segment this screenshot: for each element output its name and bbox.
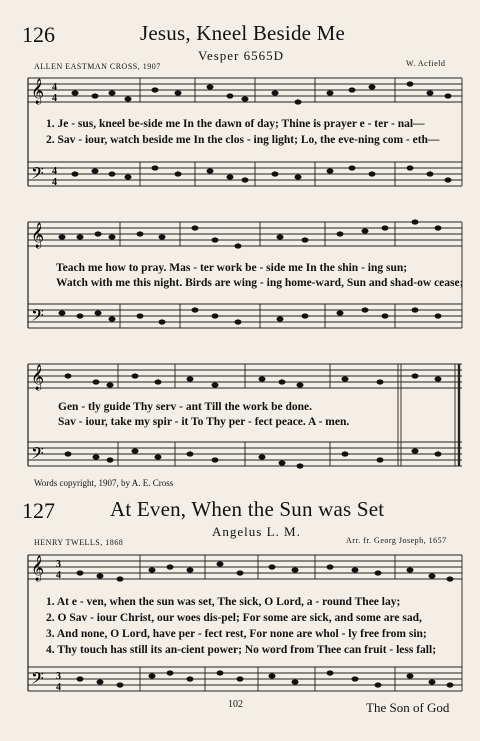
svg-text:3: 3 [56,671,61,682]
hymn-title: At Even, When the Sun was Set [110,497,385,521]
lyric-line: 2. Sav - iour, watch beside me In the clos - ing light; Lo, the eve-ning com - eth— [46,134,440,146]
svg-text:4: 4 [56,570,61,581]
copyright-note: Words copyright, 1907, by A. E. Cross [34,478,174,488]
lyric-line: 2. O Sav - iour Christ, our woes dis-pel; For some are sick, and some are sad, [46,612,422,624]
music-system-4 [0,555,480,695]
svg-text:4: 4 [52,93,57,104]
svg-text:3: 3 [56,559,61,570]
tune-name: Vesper 6565D [198,48,285,63]
svg-text:𝄞: 𝄞 [31,79,45,104]
svg-text:𝄢: 𝄢 [31,305,44,329]
lyric-line: 3. And none, O Lord, have per - fect rest, For none are whol - ly free from sin; [46,628,427,640]
lyric-line: 1. Je - sus, kneel be-side me In the dawn of day; Thine is prayer e - ter - nal— [46,118,425,130]
svg-text:𝄞: 𝄞 [31,223,45,248]
hymn-number: 126 [22,22,55,47]
svg-text:𝄢: 𝄢 [31,668,44,692]
svg-text:4: 4 [56,682,61,693]
lyric-line: Teach me how to pray. Mas - ter work be - side me In the shin - ing sun; [56,262,408,274]
hymn-number: 127 [22,498,55,523]
svg-text:4: 4 [52,166,57,177]
lyric-line: 1. At e - ven, when the sun was set, The sick, O Lord, a - round Thee lay; [46,596,401,608]
author-credit: HENRY TWELLS, 1868 [34,538,124,547]
svg-text:𝄞: 𝄞 [31,556,45,581]
lyric-line: Watch with me this night. Birds are wing - ing home-ward, Sun and shad-ow cease; [56,277,464,289]
svg-text:𝄞: 𝄞 [31,365,45,390]
composer-credit: Arr. fr. Georg Joseph, 1657 [346,536,447,545]
lyric-line: Gen - tly guide Thy serv - ant Till the work be done. [58,401,312,413]
page-number: 102 [228,699,243,710]
svg-text:4: 4 [52,177,57,188]
svg-text:4: 4 [52,82,57,93]
tune-name: Angelus L. M. [212,524,301,539]
svg-text:𝄢: 𝄢 [31,443,44,467]
hymn-title: Jesus, Kneel Beside Me [140,21,346,45]
composer-credit: W. Acfield [406,59,446,68]
author-credit: ALLEN EASTMAN CROSS, 1907 [34,62,161,71]
svg-text:𝄢: 𝄢 [31,163,44,187]
lyric-line: Sav - iour, take my spir - it To Thy per - fect peace. A - men. [58,416,350,428]
lyric-line: 4. Thy touch has still its an-cient power; No word from Thee can fruit - less fall; [46,644,437,656]
section-title: The Son of God [366,700,450,715]
